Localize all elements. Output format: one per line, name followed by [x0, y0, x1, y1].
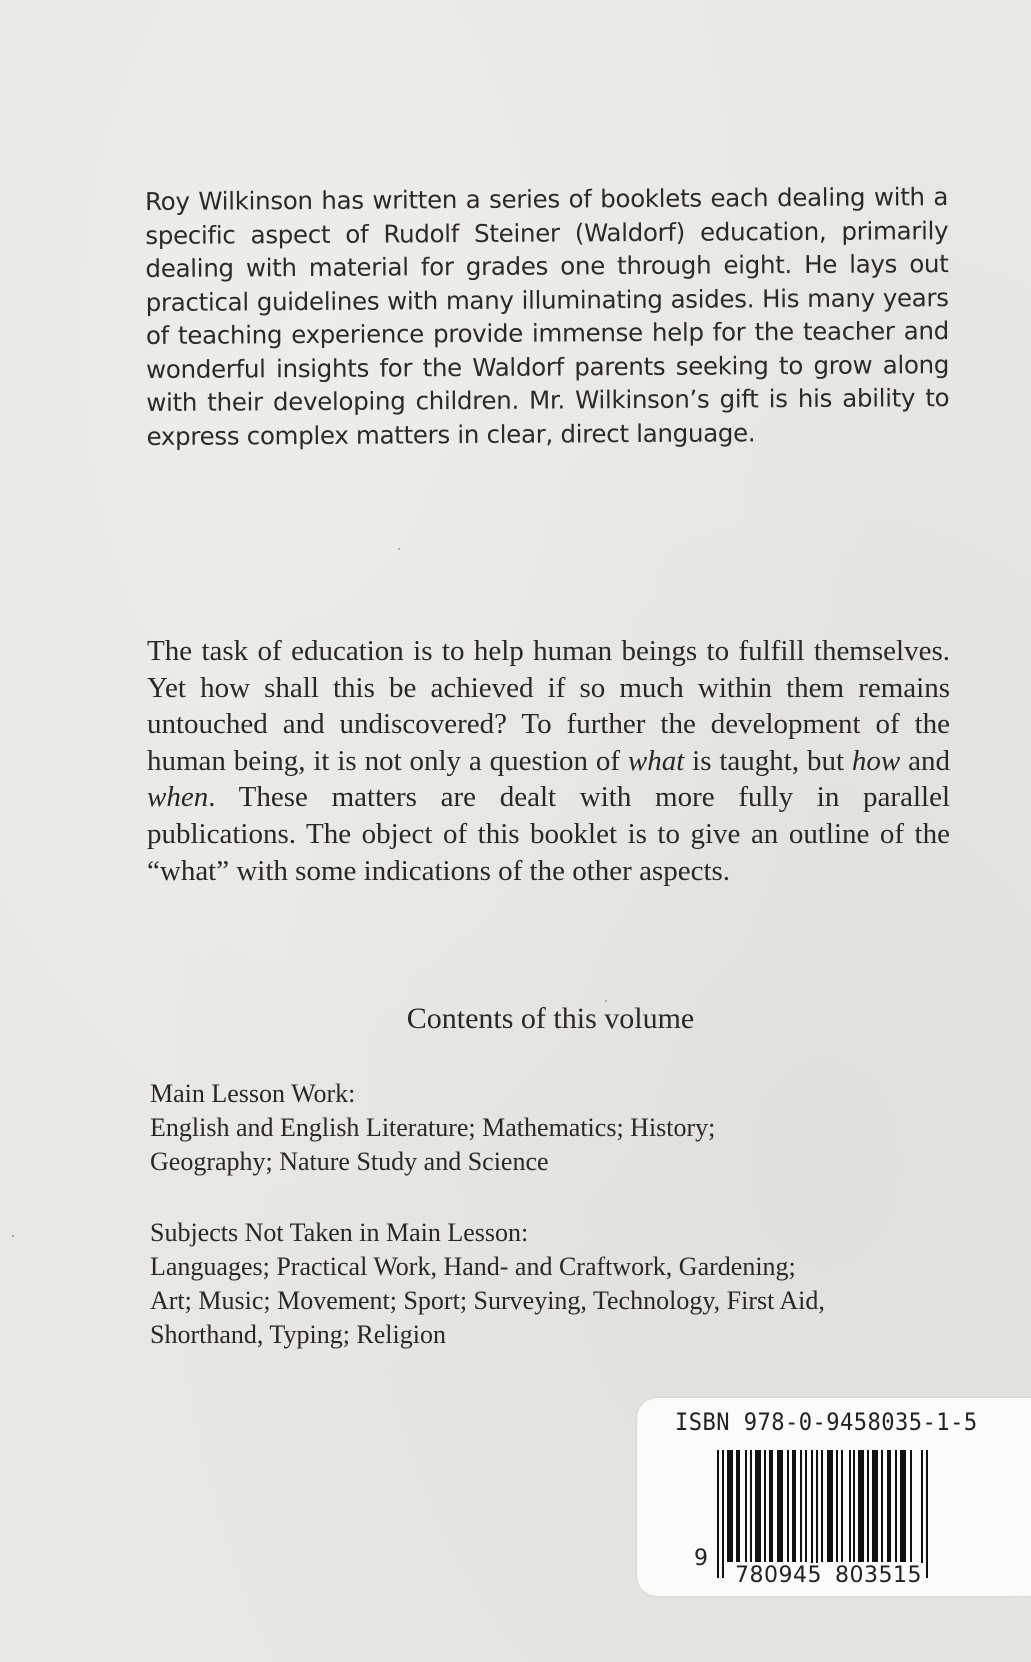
paper-speck	[12, 1235, 14, 1237]
intro-text: is taught, but	[684, 744, 852, 777]
contents-group-line: Geography; Nature Study and Science	[150, 1147, 549, 1176]
author-blurb: Roy Wilkinson has written a series of booklets each dealing with a specific aspect of Rudolf Steiner (Waldorf) education, primarily dealing with material for grades one through eight. He lays out practical guidelines with many illuminating asides. His many years of teaching experience provide immense help for the teacher and wonderful insights for the Waldorf parents seeking to grow along with their developing children. Mr. Wilkinson’s gift is his ability to express complex matters in clear, direct language.	[145, 181, 950, 450]
contents-group-line: Shorthand, Typing; Religion	[150, 1320, 446, 1349]
intro-text: . These matters are dealt with more fully in parallel publications. The object of this booklet is to give an outline of the “what” with some indications of the other aspects.	[147, 781, 950, 887]
barcode-icon	[717, 1450, 929, 1578]
isbn-barcode-sticker	[637, 1398, 1031, 1596]
barcode-lead-digit: 9	[694, 1546, 708, 1571]
contents-group-heading: Subjects Not Taken in Main Lesson:	[150, 1218, 529, 1247]
intro-emphasis-what: what	[627, 744, 685, 777]
paper-speck	[398, 548, 400, 550]
intro-text: The task of education is to help human beings to fulfill themselves. Yet how shall this be achieved if so much within them remains untouched and undiscovered? To further the development of the human being, it is not only a question of	[147, 635, 950, 777]
contents-group-heading: Main Lesson Work:	[150, 1079, 356, 1108]
contents-group-other-subjects	[150, 1216, 950, 1352]
isbn-label: ISBN 978-0-9458035-1-5	[675, 1408, 978, 1436]
intro-text: and	[900, 744, 950, 777]
contents-group-line: English and English Literature; Mathematics; History;	[150, 1113, 716, 1142]
intro-emphasis-how: how	[851, 744, 901, 777]
contents-group-line: Languages; Practical Work, Hand- and Craftwork, Gardening;	[150, 1252, 796, 1281]
intro-paragraph	[147, 633, 950, 889]
contents-group-main-lesson	[150, 1077, 950, 1179]
contents-title: Contents of this volume	[406, 1002, 695, 1035]
barcode-right-digits: 803515	[835, 1563, 922, 1588]
contents-group-line: Art; Music; Movement; Sport; Surveying, Technology, First Aid,	[150, 1286, 825, 1315]
barcode-left-digits: 780945	[735, 1563, 822, 1588]
intro-emphasis-when: when	[147, 781, 209, 814]
